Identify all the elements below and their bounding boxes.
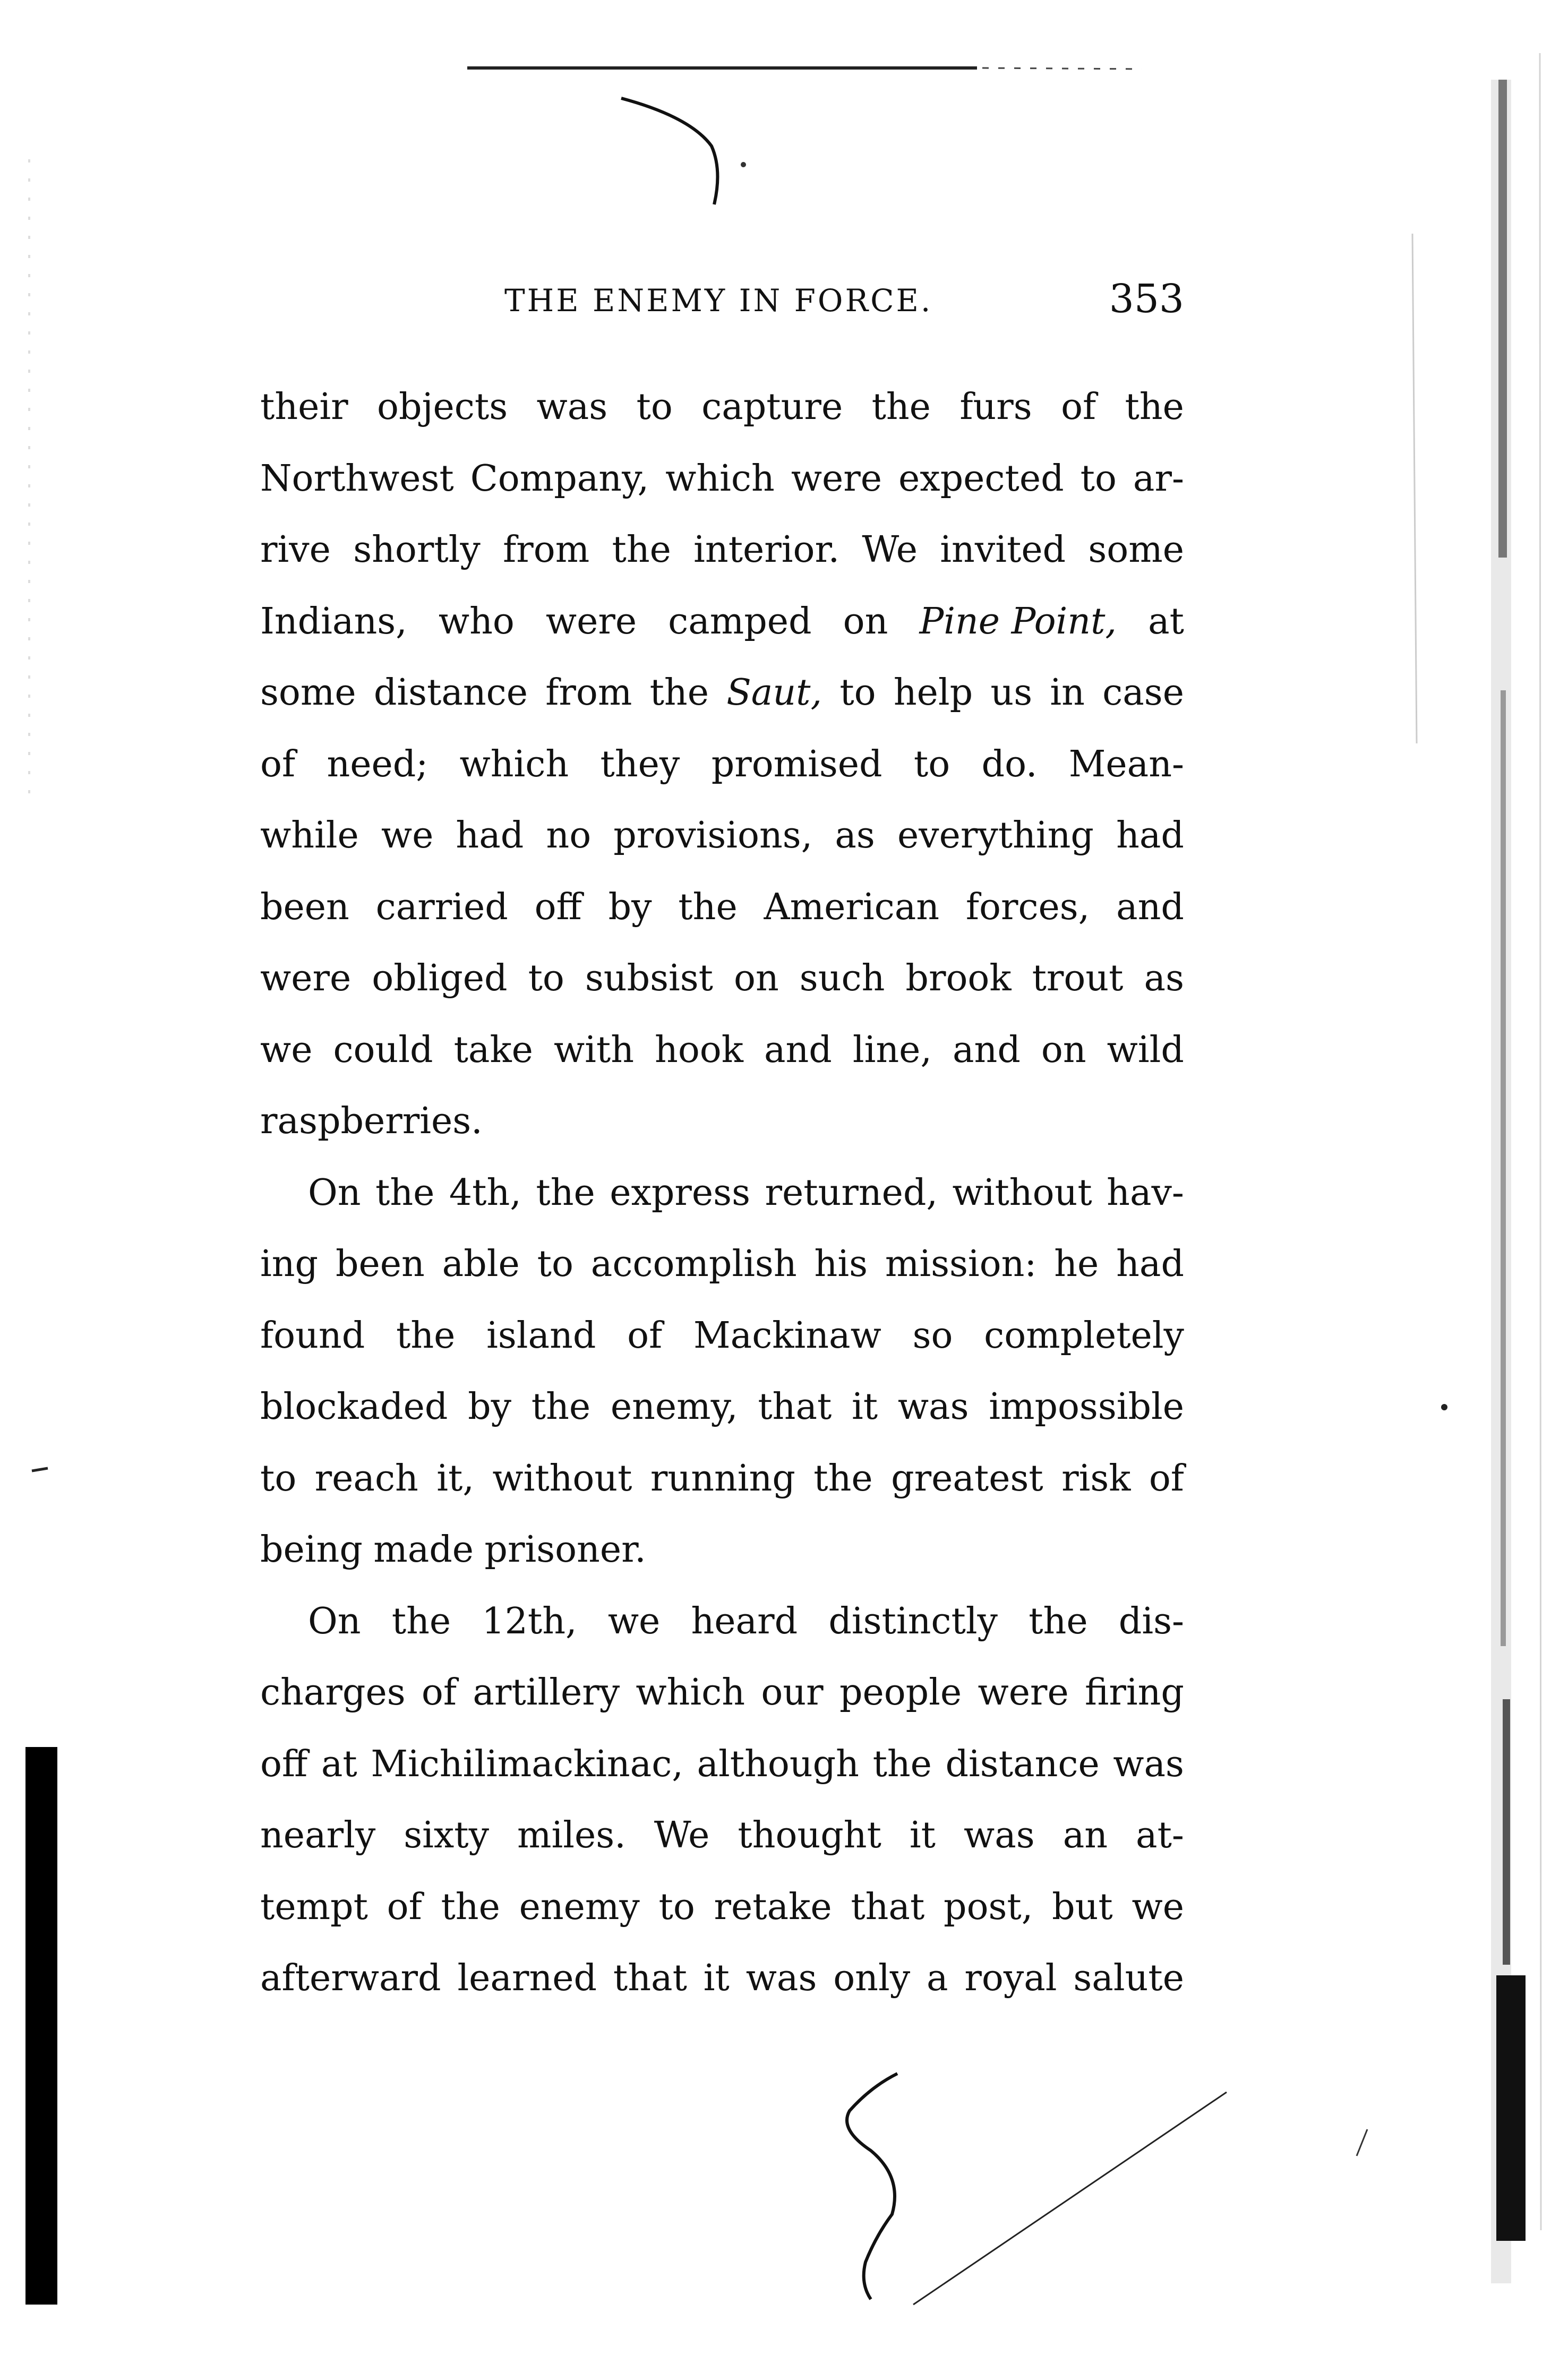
text-line [260, 872, 1184, 944]
word: dis- [1118, 1600, 1184, 1642]
word: to [1080, 457, 1117, 500]
word: raspberries. [260, 1100, 483, 1142]
word: carried [375, 886, 508, 928]
text-line [260, 1158, 1184, 1229]
word: Mackinaw [693, 1314, 881, 1357]
word: American [764, 886, 940, 928]
text-line [260, 1729, 1184, 1801]
word: island [486, 1314, 596, 1357]
word: the [375, 1171, 435, 1214]
word: was [964, 1814, 1035, 1856]
word: on [843, 600, 888, 643]
text-line [260, 1086, 1184, 1158]
word: from [503, 529, 590, 571]
word: the [871, 386, 931, 428]
word: On [308, 1600, 361, 1642]
word: risk [1061, 1457, 1131, 1500]
word: he [1054, 1243, 1099, 1285]
word: running [650, 1457, 795, 1500]
word: prisoner. [484, 1529, 646, 1571]
word: with [553, 1029, 635, 1071]
word: had [456, 815, 524, 857]
word: although [697, 1743, 859, 1785]
word: reach [314, 1457, 418, 1500]
word: promised [711, 743, 882, 785]
word: subsist [585, 957, 713, 999]
text-line [260, 515, 1184, 586]
word: firing [1085, 1672, 1184, 1714]
word: without [952, 1171, 1092, 1214]
word: it [909, 1814, 936, 1856]
word: everything [897, 815, 1094, 857]
word: that [851, 1886, 925, 1928]
word: some [260, 672, 356, 714]
word: Indians, [260, 600, 407, 643]
text-line [260, 1015, 1184, 1086]
word: wild [1107, 1029, 1184, 1071]
word: and [1116, 886, 1184, 928]
text-line [260, 443, 1184, 515]
word: We [862, 529, 918, 571]
word: of [421, 1672, 457, 1714]
word: could [333, 1029, 433, 1071]
word: the [531, 1386, 591, 1428]
word: shortly [353, 529, 481, 571]
word: we [607, 1600, 661, 1642]
word: in [1050, 672, 1085, 714]
text-line [260, 586, 1184, 658]
word: as [1144, 957, 1184, 999]
word: our [761, 1672, 824, 1714]
word: Mean- [1068, 743, 1184, 785]
word: ing [260, 1243, 319, 1285]
word: no [546, 815, 592, 857]
text-line [260, 729, 1184, 801]
word: the [612, 529, 671, 571]
word: from [545, 672, 632, 714]
word: furs [959, 386, 1032, 428]
word: expected [898, 457, 1064, 500]
word: miles. [517, 1814, 626, 1856]
word: so [912, 1314, 953, 1357]
pencil-mark-top [621, 98, 717, 204]
word: was [897, 1386, 969, 1428]
word: some [1088, 529, 1184, 571]
word: we [1132, 1886, 1184, 1928]
word: distance [373, 672, 528, 714]
word: tempt [260, 1886, 368, 1928]
text-line [260, 372, 1184, 443]
word: which [636, 1672, 746, 1714]
word: to [913, 743, 950, 785]
word: as [835, 815, 875, 857]
word: the [872, 1743, 932, 1785]
text-line [260, 943, 1184, 1015]
word: provisions, [613, 815, 813, 857]
word: afterward [260, 1957, 441, 1999]
word: the [813, 1457, 873, 1500]
word: express [610, 1171, 750, 1214]
word: mission: [885, 1243, 1037, 1285]
word: returned, [765, 1171, 938, 1214]
word: camped [668, 600, 812, 643]
word: it [703, 1957, 730, 1999]
word: we [260, 1029, 313, 1071]
running-title: THE ENEMY IN FORCE. [504, 282, 933, 319]
word: invited [940, 529, 1066, 571]
word: such [799, 957, 885, 999]
word: were [791, 457, 882, 500]
word: Michilimackinac, [371, 1743, 683, 1785]
word: had [1116, 815, 1184, 857]
word: of [387, 1886, 422, 1928]
text-line [260, 1229, 1184, 1300]
word: obliged [372, 957, 508, 999]
word: 12th, [482, 1600, 577, 1642]
word: that [758, 1386, 832, 1428]
word: by [468, 1386, 512, 1428]
word: completely [984, 1314, 1184, 1357]
text-line [260, 1443, 1184, 1515]
word: was [746, 1957, 817, 1999]
word: but [1052, 1886, 1113, 1928]
word: do. [981, 743, 1038, 785]
word: were [545, 600, 637, 643]
word: need; [327, 743, 429, 785]
word: who [438, 600, 515, 643]
text-line [260, 1872, 1184, 1943]
word: hav- [1107, 1171, 1184, 1214]
text-line [260, 1514, 1184, 1586]
word: were [260, 957, 352, 999]
word: royal [964, 1957, 1057, 1999]
word: We [654, 1814, 710, 1856]
word: we [381, 815, 434, 857]
text-line [260, 1586, 1184, 1658]
text-line [260, 1943, 1184, 2015]
word: the [678, 886, 738, 928]
word: the [1125, 386, 1184, 428]
word: and [953, 1029, 1021, 1071]
word: they [600, 743, 680, 785]
text-line [260, 1300, 1184, 1372]
word: to [260, 1457, 297, 1500]
word: to [537, 1243, 573, 1285]
word: at [321, 1743, 357, 1785]
word: of [1061, 386, 1096, 428]
word: charges [260, 1672, 406, 1714]
word: Saut, [726, 672, 822, 714]
word: to [636, 386, 673, 428]
word: retake [714, 1886, 832, 1928]
word: people [839, 1672, 962, 1714]
word: 4th, [449, 1171, 521, 1214]
word: was [536, 386, 608, 428]
word: nearly [260, 1814, 376, 1856]
word: blockaded [260, 1386, 448, 1428]
text-line [260, 1800, 1184, 1872]
word: off [534, 886, 582, 928]
word: post, [944, 1886, 1033, 1928]
word: at [1148, 600, 1184, 643]
word: enemy, [610, 1386, 738, 1428]
word: while [260, 815, 359, 857]
word: thought [738, 1814, 881, 1856]
word: able [442, 1243, 520, 1285]
word: us [990, 672, 1033, 714]
word: enemy [519, 1886, 640, 1928]
word: of [260, 743, 296, 785]
word: an [1063, 1814, 1108, 1856]
word: line, [852, 1029, 932, 1071]
word: ar- [1133, 457, 1184, 500]
word: distance [945, 1743, 1100, 1785]
page-number: 353 [1109, 276, 1184, 322]
word: case [1102, 672, 1184, 714]
word: only [833, 1957, 911, 1999]
word: heard [691, 1600, 798, 1642]
word: that [613, 1957, 687, 1999]
pencil-diagonal [913, 2092, 1227, 2305]
word: to [528, 957, 564, 999]
word: his [814, 1243, 868, 1285]
word: impossible [989, 1386, 1184, 1428]
word: off [260, 1743, 308, 1785]
word: distinctly [828, 1600, 998, 1642]
word: had [1116, 1243, 1184, 1285]
word: the [391, 1600, 451, 1642]
word: on [734, 957, 779, 999]
word: help [893, 672, 973, 714]
word: interior. [693, 529, 840, 571]
word: Northwest [260, 457, 454, 500]
word: learned [457, 1957, 597, 1999]
word: Pine Point, [919, 600, 1117, 643]
word: it, [436, 1457, 474, 1500]
word: On [308, 1171, 361, 1214]
word: a [926, 1957, 948, 1999]
word: the [536, 1171, 595, 1214]
word: the [649, 672, 709, 714]
word: accomplish [590, 1243, 797, 1285]
word: been [260, 886, 349, 928]
word: take [453, 1029, 533, 1071]
text-line [260, 657, 1184, 729]
body-text [260, 372, 1184, 2015]
word: to [658, 1886, 695, 1928]
word: capture [701, 386, 843, 428]
word: sixty [404, 1814, 490, 1856]
word: of [627, 1314, 663, 1357]
word: their [260, 386, 348, 428]
pencil-mark-bottom [847, 2074, 897, 2299]
word: artillery [473, 1672, 620, 1714]
text-line [260, 1657, 1184, 1729]
word: rive [260, 529, 331, 571]
word: being [260, 1529, 363, 1571]
word: which [665, 457, 775, 500]
word: was [1113, 1743, 1184, 1785]
word: brook [905, 957, 1012, 999]
word: to [839, 672, 876, 714]
word: been [335, 1243, 425, 1285]
left-edge-bar [25, 1747, 57, 2305]
word: objects [377, 386, 508, 428]
word: the [396, 1314, 456, 1357]
word: forces, [965, 886, 1090, 928]
word: the [441, 1886, 500, 1928]
word: which [459, 743, 569, 785]
word: of [1149, 1457, 1184, 1500]
word: by [608, 886, 652, 928]
word: trout [1032, 957, 1124, 999]
word: made [373, 1529, 474, 1571]
word: it [852, 1386, 878, 1428]
running-head [260, 276, 1184, 335]
text-line [260, 1372, 1184, 1443]
word: were [978, 1672, 1069, 1714]
text-line [260, 800, 1184, 872]
word: Company, [470, 457, 649, 500]
word: greatest [891, 1457, 1043, 1500]
word: hook [655, 1029, 743, 1071]
word: found [260, 1314, 365, 1357]
word: without [492, 1457, 632, 1500]
word: on [1041, 1029, 1086, 1071]
word: at- [1136, 1814, 1184, 1856]
word: salute [1073, 1957, 1184, 1999]
word: the [1029, 1600, 1088, 1642]
word: and [764, 1029, 832, 1071]
